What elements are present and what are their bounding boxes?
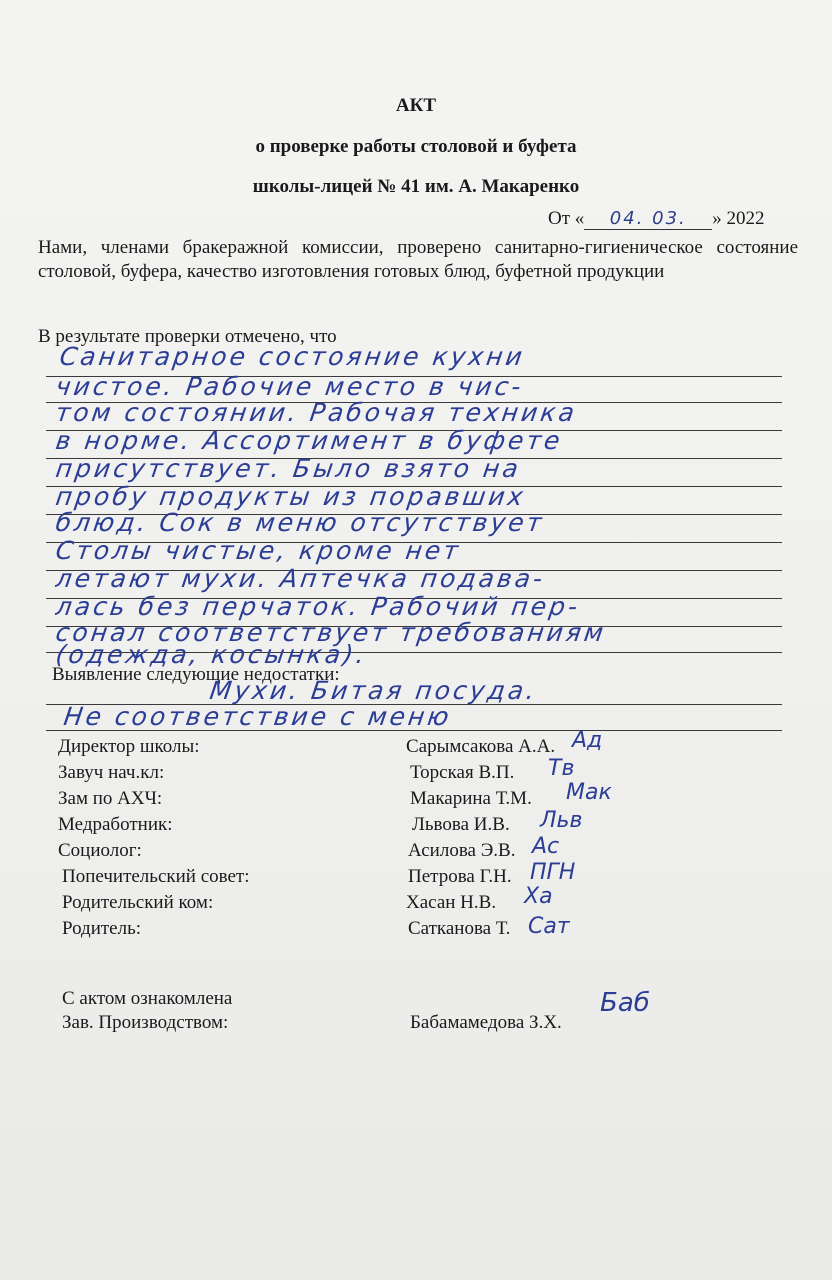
intro-paragraph: Нами, членами бракеражной комиссии, проверено санитарно-гигиеническое состояние столовой, буфера, качество изготовления готовых блюд, буфетной продукции bbox=[38, 237, 798, 282]
result-label: В результате проверки отмечено, что bbox=[38, 326, 337, 347]
handwritten-line: лась без перчаток. Рабочий пер- bbox=[53, 592, 583, 621]
signatory-role: Зам по АХЧ: bbox=[58, 788, 163, 809]
handwritten-line: чистое. Рабочие место в чис- bbox=[53, 372, 526, 401]
signature-mark: Ас bbox=[532, 834, 560, 859]
signatory-name: Хасан Н.В. bbox=[406, 892, 497, 913]
handwritten-line: Не соответствие с меню bbox=[61, 702, 454, 731]
handwritten-line: том состоянии. Рабочая техника bbox=[53, 398, 580, 427]
signature-mark: Сат bbox=[528, 914, 570, 939]
signatory-name: Львова И.В. bbox=[412, 814, 510, 835]
handwritten-line: присутствует. Было взято на bbox=[53, 454, 523, 483]
handwritten-line: блюд. Сок в меню отсутствует bbox=[53, 508, 547, 537]
signature-mark: Ад bbox=[572, 728, 603, 753]
signatory-name: Асилова Э.В. bbox=[408, 840, 516, 861]
signatory-role: Завуч нач.кл: bbox=[58, 762, 165, 783]
date-handwritten: 04. 03. bbox=[584, 208, 712, 230]
handwritten-line: в норме. Ассортимент в буфете bbox=[53, 426, 565, 455]
signature-mark: Мак bbox=[566, 780, 612, 805]
ack-line: С актом ознакомлена bbox=[62, 988, 233, 1009]
signature-mark: Льв bbox=[540, 808, 583, 833]
date-prefix: От « bbox=[548, 208, 585, 229]
signatory-role: Директор школы: bbox=[58, 736, 200, 757]
document-subtitle: о проверке работы столовой и буфета bbox=[255, 136, 577, 157]
signatory-name: Торская В.П. bbox=[410, 762, 515, 783]
signatory-role: Родительский ком: bbox=[62, 892, 214, 913]
handwritten-line: Столы чистые, кроме нет bbox=[53, 536, 464, 565]
handwritten-line: пробу продукты из поравших bbox=[53, 482, 528, 511]
act-date bbox=[548, 208, 765, 230]
handwritten-line: сонал соответствует требованиям bbox=[53, 618, 609, 647]
signature-mark: Баб bbox=[600, 988, 650, 1018]
signatory-role: Медработник: bbox=[58, 814, 173, 835]
handwritten-line: (одежда, косынка). bbox=[53, 640, 370, 669]
document-title: АКТ bbox=[395, 95, 437, 116]
signatory-name: Сарымсакова А.А. bbox=[406, 736, 556, 757]
handwritten-line: Санитарное состояние кухни bbox=[57, 342, 528, 371]
ack-role: Зав. Производством: bbox=[62, 1012, 229, 1033]
defects-label: Выявление следующие недостатки: bbox=[52, 664, 340, 685]
date-suffix: » 2022 bbox=[712, 208, 765, 229]
signature-mark: ПГН bbox=[530, 860, 576, 885]
handwritten-line: Мухи. Битая посуда. bbox=[207, 676, 540, 705]
handwritten-line: летают мухи. Аптечка подава- bbox=[53, 564, 548, 593]
school-name: школы-лицей № 41 им. А. Макаренко bbox=[252, 176, 580, 197]
signatory-name: Макарина Т.М. bbox=[410, 788, 532, 809]
signature-mark: Ха bbox=[524, 884, 553, 909]
ack-name: Бабамамедова З.Х. bbox=[410, 1012, 562, 1033]
signature-mark: Тв bbox=[548, 756, 575, 781]
signatory-role: Родитель: bbox=[62, 918, 142, 939]
signatory-name: Петрова Г.Н. bbox=[408, 866, 512, 887]
signatory-role: Социолог: bbox=[58, 840, 142, 861]
signatory-role: Попечительский совет: bbox=[62, 866, 250, 887]
signatory-name: Сатканова Т. bbox=[408, 918, 511, 939]
